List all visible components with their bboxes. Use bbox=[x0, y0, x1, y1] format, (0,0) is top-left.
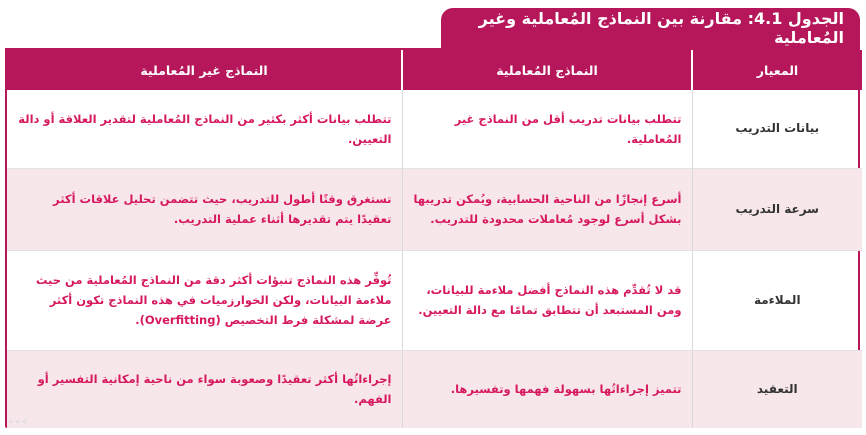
row-parametric: تتطلب بيانات تدريب أقل من النماذج غير المُعاملية. bbox=[402, 90, 692, 168]
header-nonparametric: النماذج غير المُعاملية bbox=[7, 50, 402, 90]
table-row bbox=[7, 350, 862, 428]
row-nonparametric: إجراءاتُها أكثر تعقيدًا وصعوبة سواء من ناحية إمكانية التفسير أو الفهم. bbox=[7, 350, 402, 428]
row-nonparametric: تتطلب بيانات أكثر بكثير من النماذج المُعاملية لتقدير العلاقة أو دالة التعيين. bbox=[7, 90, 402, 168]
comparison-table-container bbox=[5, 48, 860, 428]
row-criterion: التعقيد bbox=[692, 350, 862, 428]
header-criterion: المعيار bbox=[692, 50, 862, 90]
table-row bbox=[7, 168, 862, 250]
table-row bbox=[7, 90, 862, 168]
table-title: الجدول 4.1: مقارنة بين النماذج المُعاملية وغير المُعاملية bbox=[478, 9, 844, 47]
header-parametric: النماذج المُعاملية bbox=[402, 50, 692, 90]
comparison-table bbox=[7, 50, 862, 428]
row-criterion: الملاءمة bbox=[692, 250, 862, 350]
row-criterion: سرعة التدريب bbox=[692, 168, 862, 250]
row-criterion: بيانات التدريب bbox=[692, 90, 862, 168]
table-row bbox=[7, 250, 862, 350]
row-nonparametric: تُوفِّر هذه النماذج تنبؤات أكثر دقة من النماذج المُعاملية من حيث ملاءمة البيانات، ولكن الخوارزميات في هذه النماذج تكون أكثر عرضة لمشكلة فرط التخصيص (Overfitting). bbox=[7, 250, 402, 350]
decorative-dots-icon: ⁘⁘⁘ bbox=[8, 418, 29, 426]
row-parametric: تتميز إجراءاتُها بسهولة فهمها وتفسيرها. bbox=[402, 350, 692, 428]
row-nonparametric: تستغرق وقتًا أطول للتدريب، حيث تتضمن تحليل علاقات أكثر تعقيدًا يتم تقديرها أثناء عملية التدريب. bbox=[7, 168, 402, 250]
row-parametric: أسرع إنجازًا من الناحية الحسابية، ويُمكن تدريبها بشكل أسرع لوجود مُعاملات محدودة للتدريب. bbox=[402, 168, 692, 250]
table-title-bar bbox=[441, 8, 860, 48]
row-parametric: قد لا تُقدِّم هذه النماذج أفضل ملاءمة للبيانات، ومن المستبعد أن تتطابق تمامًا مع دالة التعيين. bbox=[402, 250, 692, 350]
header-row bbox=[7, 50, 862, 90]
